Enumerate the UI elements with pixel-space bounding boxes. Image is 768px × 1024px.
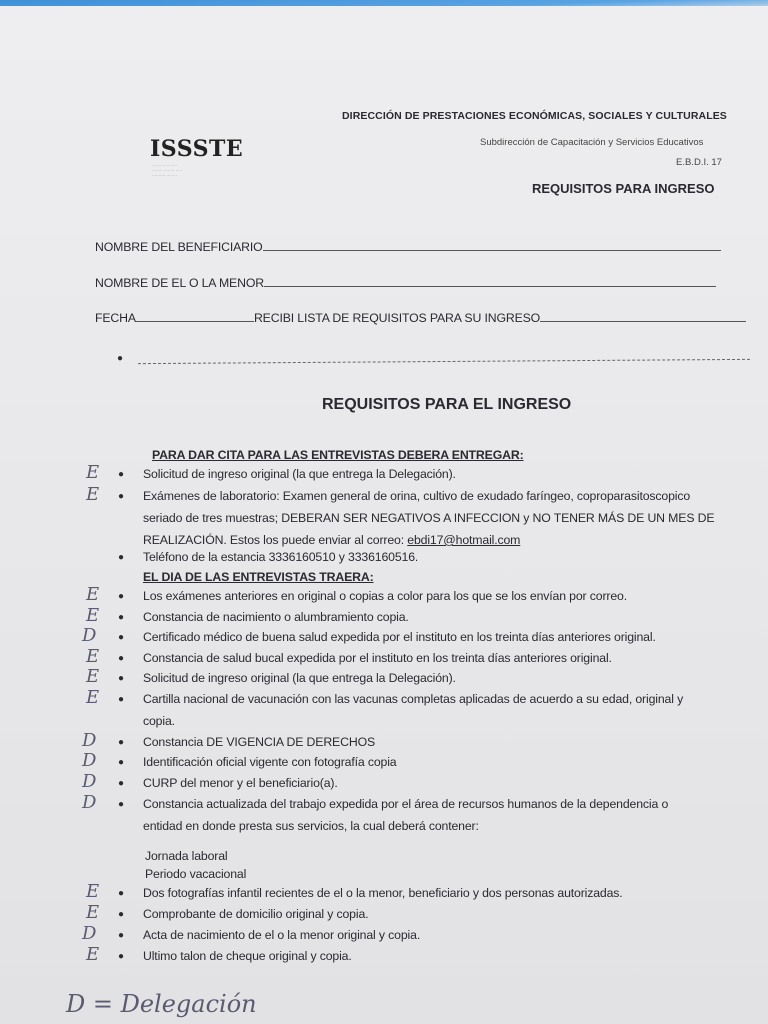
requirement-text: seriado de tres muestras; DEBERAN SER NEGATIVOS A INFECCION y NO TENER MÁS DE UN MES DE xyxy=(143,511,715,525)
section-heading: EL DIA DE LAS ENTREVISTAS TRAERA: xyxy=(143,570,374,584)
bullet: ● xyxy=(117,353,124,364)
handwritten-mark-d: D xyxy=(82,750,97,771)
handwritten-mark-e: E xyxy=(86,462,100,483)
beneficiary-label: NOMBRE DEL BENEFICIARIO xyxy=(95,240,263,254)
header-title: REQUISITOS PARA INGRESO xyxy=(532,181,715,196)
subdirection: Subdirección de Capacitación y Servicios Educativos xyxy=(480,137,704,148)
main-title: REQUISITOS PARA EL INGRESO xyxy=(322,396,572,413)
requirement-text: Los exámenes anteriores en original o copias a color para los que se los envían por correo. xyxy=(143,589,627,603)
bullet: ● xyxy=(118,778,125,789)
requirement-text: Ultimo talon de cheque original y copia. xyxy=(143,949,352,963)
handwritten-mark-e: E xyxy=(86,666,100,687)
bullet: ● xyxy=(118,888,125,899)
bullet: ● xyxy=(118,757,125,768)
subitem: Jornada laboral xyxy=(145,849,228,863)
bullet: ● xyxy=(118,799,125,810)
requirement-text: Comprobante de domicilio original y copia. xyxy=(143,907,369,921)
handwritten-mark-d: D xyxy=(82,730,97,751)
handwritten-mark-e: E xyxy=(86,944,100,965)
bullet: ● xyxy=(118,673,125,684)
handwritten-mark-e: E xyxy=(86,584,100,605)
minor-label: NOMBRE DE EL O LA MENOR xyxy=(95,276,264,290)
beneficiary-field[interactable] xyxy=(95,240,721,254)
received-label: RECIBI LISTA DE REQUISITOS PARA SU INGRESO xyxy=(253,311,541,325)
requirement-text xyxy=(143,533,520,547)
requirement-text: Constancia DE VIGENCIA DE DERECHOS xyxy=(143,735,376,749)
requirement-text: Solicitud de ingreso original (la que entrega la Delegación). xyxy=(143,671,456,685)
requirement-text: Constancia de nacimiento o alumbramiento copia. xyxy=(143,610,409,624)
handwritten-mark-e: E xyxy=(86,484,100,505)
requirement-text: Identificación oficial vigente con fotografía copia xyxy=(143,755,397,769)
bullet: ● xyxy=(118,653,125,664)
handwritten-mark-e: E xyxy=(86,605,100,626)
requirement-text: Cartilla nacional de vacunación con las vacunas completas aplicadas de acuerdo a su edad, original y xyxy=(143,692,684,706)
email-link[interactable]: ebdi17@hotmail.com xyxy=(407,533,521,547)
doc-code: E.B.D.I. 17 xyxy=(676,157,722,168)
handwritten-mark-d: D xyxy=(82,771,97,792)
direction-title: DIRECCIÓN DE PRESTACIONES ECONÓMICAS, SOCIALES Y CULTURALES xyxy=(342,110,727,122)
bullet: ● xyxy=(118,491,125,502)
requirement-text: Dos fotografías infantil recientes de el o la menor, beneficiario y dos personas autorizadas. xyxy=(143,886,623,900)
bullet: ● xyxy=(118,591,125,602)
date-label: FECHA xyxy=(95,311,136,325)
requirement-text: Teléfono de la estancia 3336160510 y 3336160516. xyxy=(143,550,419,564)
minor-field[interactable] xyxy=(95,276,716,290)
bullet: ● xyxy=(118,469,125,480)
bullet: ● xyxy=(118,612,125,623)
bullet: ● xyxy=(118,632,125,643)
requirement-text: Certificado médico de buena salud expedida por el instituto en los treinta días anteriores original. xyxy=(143,630,656,644)
handwritten-mark-e: E xyxy=(86,687,100,708)
requirement-text: Constancia de salud bucal expedida por el instituto en los treinta días anteriores original. xyxy=(143,651,612,665)
requirement-text: Exámenes de laboratorio: Examen general de orina, cultivo de exudado faríngeo, coproparasitoscopico xyxy=(143,489,691,503)
bullet: ● xyxy=(118,930,125,941)
handwritten-mark-e: E xyxy=(86,881,100,902)
handwritten-mark-e: E xyxy=(86,646,100,667)
bullet: ● xyxy=(118,909,125,920)
handwritten-mark-d: D xyxy=(82,792,97,813)
requirement-text: Solicitud de ingreso original (la que entrega la Delegación). xyxy=(143,467,456,481)
requirement-text: Constancia actualizada del trabajo expedida por el área de recursos humanos de la dependencia o xyxy=(143,797,669,811)
requirement-text: Acta de nacimiento de el o la menor original y copia. xyxy=(143,928,421,942)
section-heading: PARA DAR CITA PARA LAS ENTREVISTAS DEBERA ENTREGAR: xyxy=(152,448,524,462)
logo-subtext: ·········· ········ ········ ········ ····· ·········· ········ xyxy=(152,163,183,178)
requirement-text: copia. xyxy=(143,714,175,728)
handwritten-mark-d: D xyxy=(82,625,97,646)
issste-logo: ISSSTE xyxy=(150,136,244,162)
requirement-text: CURP del menor y el beneficiario(a). xyxy=(143,776,338,790)
handwritten-mark-e: E xyxy=(86,902,100,923)
requirement-text: REALIZACIÓN. Estos los puede enviar al correo: xyxy=(143,533,408,547)
requirement-text: entidad en donde presta sus servicios, la cual deberá contener: xyxy=(143,819,479,833)
subitem: Periodo vacacional xyxy=(145,867,247,881)
handwritten-note: D = Delegación xyxy=(66,990,257,1018)
handwritten-mark-d: D xyxy=(82,923,97,944)
bullet: ● xyxy=(118,737,125,748)
bullet: ● xyxy=(118,552,125,563)
date-field[interactable] xyxy=(95,311,746,325)
bullet: ● xyxy=(118,694,125,705)
bullet: ● xyxy=(118,951,125,962)
